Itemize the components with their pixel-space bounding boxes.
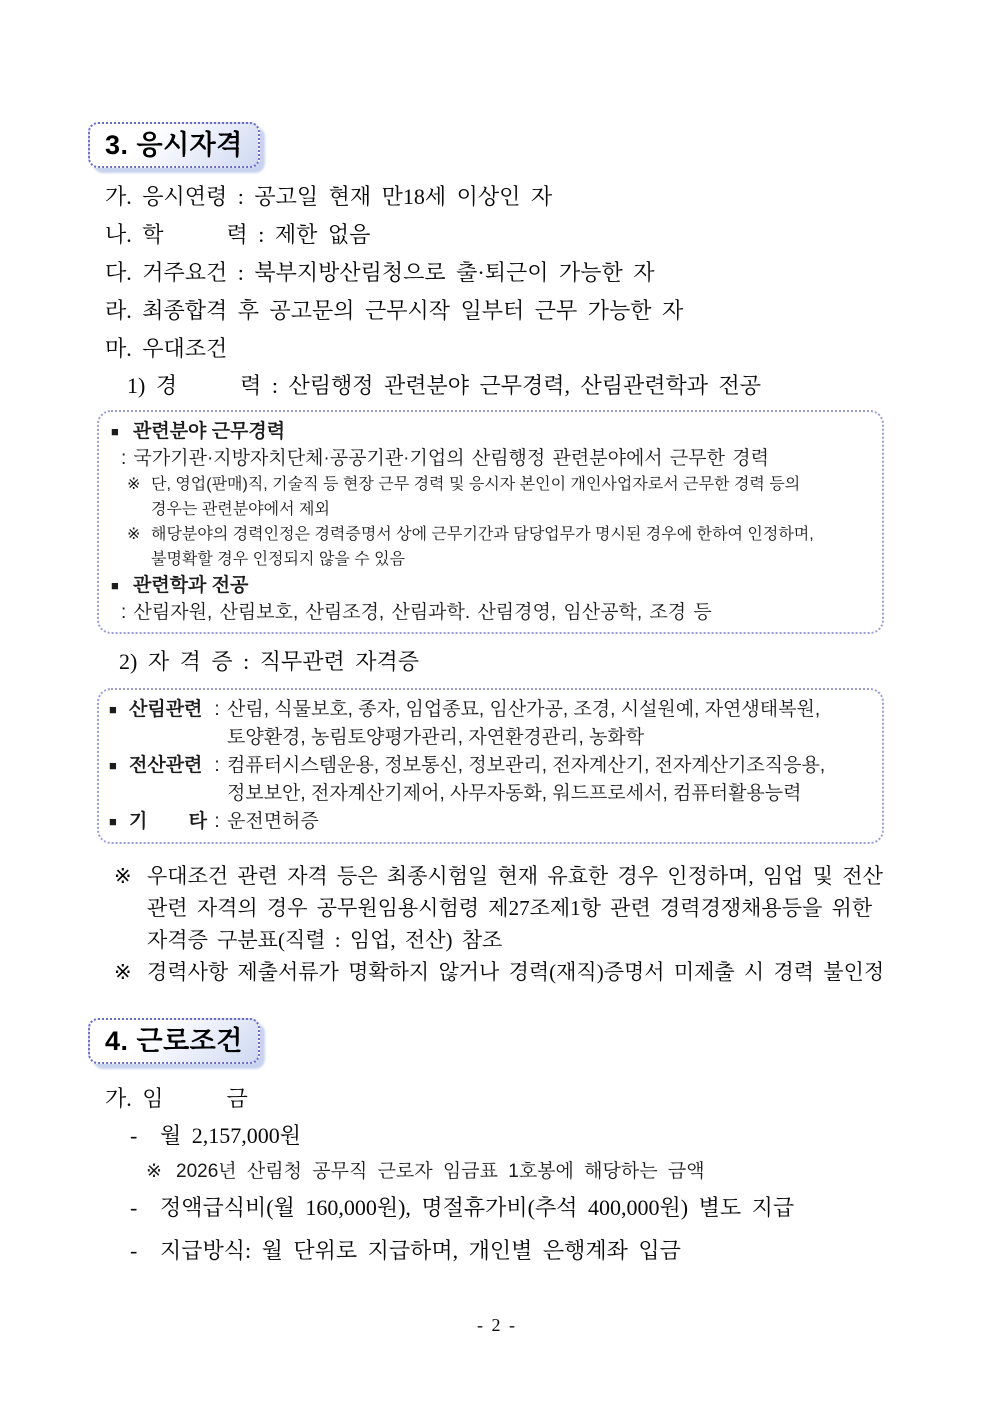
- license-list-line: 산림, 식물보호, 종자, 임업종묘, 임산가공, 조경, 시설원예, 자연생태복원,: [227, 699, 821, 720]
- wage-row-text: 지급방식: 월 단위로 지급하며, 개인별 은행계좌 입금: [160, 1238, 681, 1263]
- dash-marker: -: [130, 1238, 138, 1263]
- wage-row-text: 정액급식비(월 160,000원), 명절휴가비(추석 400,000원) 별도 지급: [160, 1195, 795, 1220]
- reference-mark-icon: ※: [146, 1161, 162, 1182]
- wage-row-payment: [130, 1232, 992, 1269]
- reference-mark-icon: ※: [127, 476, 141, 493]
- section-3-title-box: 3. 응시자격: [88, 122, 260, 168]
- wage-row-note: [146, 1154, 992, 1189]
- colon-separator: :: [214, 755, 220, 776]
- license-list: [227, 696, 820, 752]
- dash-marker: -: [130, 1195, 138, 1220]
- square-bullet-icon: ■: [111, 578, 119, 593]
- note-line: 해당분야의 경력인정은 경력증명서 상에 근무기간과 담당업무가 명시된 경우에 한하여 인정하며,: [151, 526, 814, 543]
- wage-row-text: 월 2,157,000원: [160, 1123, 302, 1148]
- note-line: 자격증 구분표(직렬 : 임업, 전산) 참조: [147, 928, 503, 952]
- wage-row-text: 2026년 산림청 공무직 근로자 임금표 1호봉에 해당하는 금액: [176, 1161, 705, 1182]
- preference-career-line: 1) 경 력 : 산림행정 관련분야 근무경력, 산림관련학과 전공: [127, 373, 761, 398]
- page-number: - 2 -: [477, 1315, 515, 1335]
- note-line: 경력사항 제출서류가 명확하지 않거나 경력(재직)증명서 미제출 시 경력 불인정: [147, 960, 885, 984]
- box-heading-row: [111, 418, 870, 445]
- reference-mark-icon: ※: [114, 960, 132, 984]
- license-row-forestry: [109, 696, 872, 752]
- reference-mark-icon: ※: [127, 526, 141, 543]
- wage-row-allowance: [130, 1189, 992, 1226]
- wage-heading: 가. 임 금: [105, 1086, 248, 1111]
- license-row-other: [109, 808, 872, 836]
- reference-note-documents: [114, 956, 992, 988]
- career-box-desc: : 국가기관·지방자치단체·공공기관·기업의 산림행정 관련분야에서 근무한 경력: [121, 448, 769, 469]
- note-line: 관련 자격의 경우 공무원임용시험령 제27조제1항 관련 경력경쟁채용등을 위한: [147, 896, 873, 920]
- career-box-note: [111, 522, 870, 572]
- license-row-computing: [109, 752, 872, 808]
- eligibility-item-age: 가. 응시연령 : 공고일 현재 만18세 이상인 자: [105, 184, 553, 209]
- section-4-header-row: [88, 1018, 992, 1064]
- note-lines: [151, 472, 800, 522]
- section-4-title-box: 4. 근로조건: [88, 1018, 260, 1064]
- eligibility-item-preference: 마. 우대조건: [105, 336, 228, 361]
- license-list-line: 운전면허증: [227, 811, 319, 832]
- license-list-line: 정보보안, 전자계산기제어, 사무자동화, 워드프로세서, 컴퓨터활용능력: [227, 783, 802, 804]
- career-box-heading: 관련분야 근무경력: [133, 421, 286, 442]
- preference-license-line: 2) 자 격 증 : 직무관련 자격증: [119, 649, 419, 674]
- license-category-label: 전산관련: [129, 755, 203, 776]
- note-line: 불명확할 경우 인정되지 않을 수 있음: [151, 551, 406, 568]
- reference-mark-icon: ※: [114, 864, 132, 888]
- major-box-heading: 관련학과 전공: [133, 575, 249, 596]
- colon-separator: :: [214, 811, 220, 832]
- career-box-note: [111, 472, 870, 522]
- eligibility-item-residence: 다. 거주요건 : 북부지방산림청으로 출·퇴근이 가능한 자: [105, 260, 655, 285]
- major-box-desc: : 산림자원, 산림보호, 산림조경, 산림과학. 산림경영, 임산공학, 조경 등: [121, 602, 712, 623]
- wage-row-monthly: [130, 1117, 992, 1154]
- section-3-header-row: [88, 0, 992, 168]
- colon-separator: :: [214, 699, 220, 720]
- square-bullet-icon: ■: [109, 814, 117, 829]
- license-category-label: 산림관련: [129, 699, 203, 720]
- license-list-line: 토양환경, 농림토양평가관리, 자연환경관리, 농화학: [227, 727, 645, 748]
- eligibility-item-start-date: 라. 최종합격 후 공고문의 근무시작 일부터 근무 가능한 자: [105, 298, 684, 323]
- license-category-label: 기 타: [129, 811, 207, 832]
- note-line: 우대조건 관련 자격 등은 최종시험일 현재 유효한 경우 인정하며, 임업 및 전산: [147, 864, 883, 888]
- reference-note-validity: [114, 860, 992, 956]
- square-bullet-icon: ■: [109, 758, 117, 773]
- note-line: 단, 영업(판매)직, 기술직 등 현장 근무 경력 및 응시자 본인이 개인사업자로서 근무한 경력 등의: [151, 476, 801, 493]
- career-criteria-box: [97, 410, 884, 634]
- license-list-line: 컴퓨터시스템운용, 정보통신, 정보관리, 전자계산기, 전자계산기조직응용,: [227, 755, 826, 776]
- eligibility-list: [0, 178, 992, 368]
- license-criteria-box: [97, 688, 884, 844]
- eligibility-item-education: 나. 학 력 : 제한 없음: [105, 222, 371, 247]
- license-list: [227, 752, 825, 808]
- note-lines: [151, 522, 814, 572]
- square-bullet-icon: ■: [109, 702, 117, 717]
- license-list: [227, 808, 319, 836]
- note-lines: [147, 956, 884, 988]
- box-heading-row: [111, 572, 870, 599]
- note-line: 경우는 관련분야에서 제외: [151, 501, 330, 518]
- note-lines: [147, 860, 883, 956]
- square-bullet-icon: ■: [111, 424, 119, 439]
- dash-marker: -: [130, 1123, 138, 1148]
